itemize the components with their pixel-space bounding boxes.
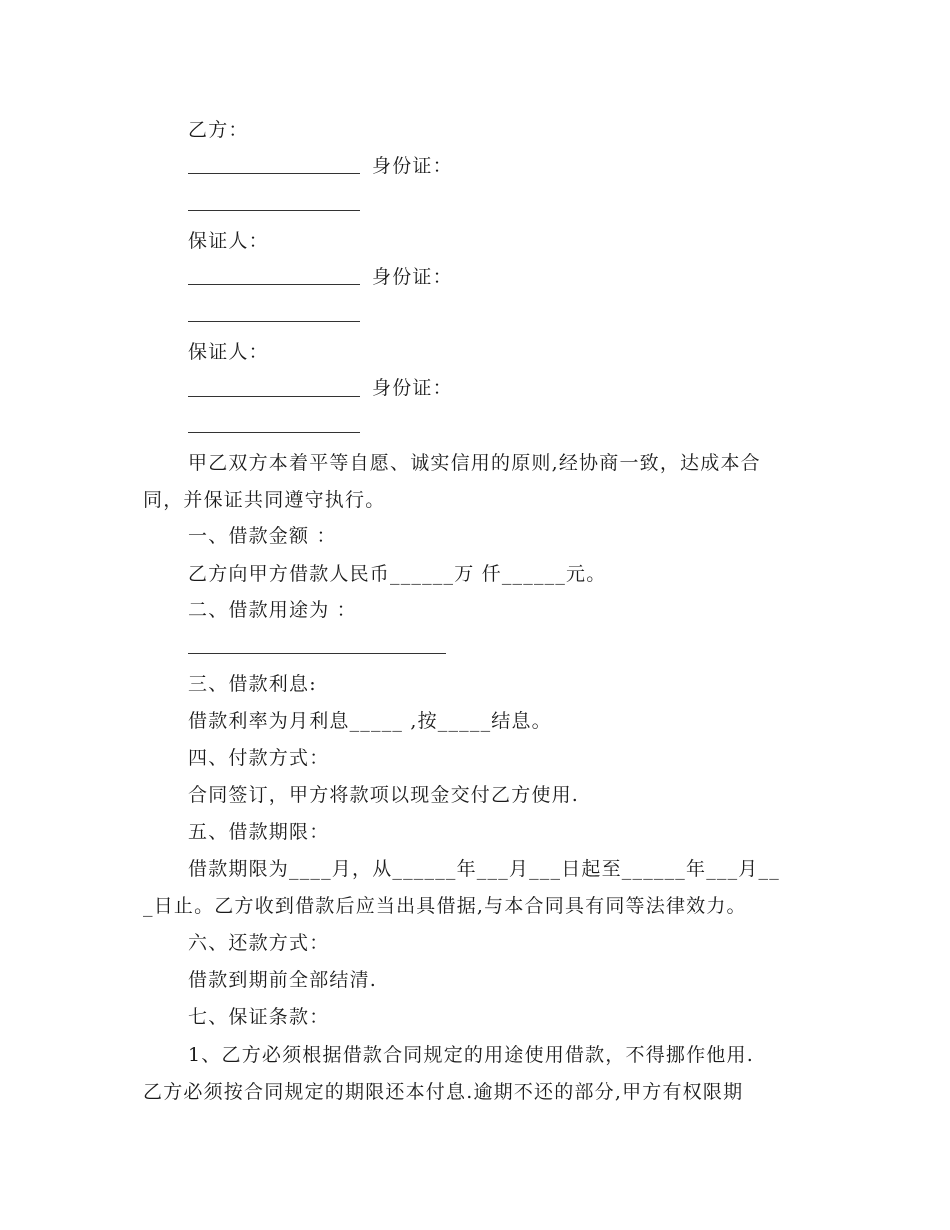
section-4-body: 合同签订，甲方将款项以现金交付乙方使用. [188,784,580,806]
guarantor-2-id-label: 身份证： [372,377,453,399]
guarantor-2-name-blank [188,396,360,397]
section-5-line-2: _日止。乙方收到借款后应当出具借据,与本合同具有同等法律效力。 [143,895,747,917]
party-b-label: 乙方： [188,119,249,141]
guarantor-1-name-blank [188,284,360,285]
intro-line-2: 同，并保证共同遵守执行。 [143,489,386,511]
section-5-heading: 五、借款期限： [188,821,330,843]
party-b-id-label: 身份证： [372,155,453,177]
guarantor-2-id-blank [188,432,360,433]
section-7-line-1: 1、乙方必须根据借款合同规定的用途使用借款，不得挪作他用. [188,1044,754,1066]
guarantor-1-id-blank [188,321,360,322]
section-6-body: 借款到期前全部结清. [188,969,378,991]
section-2-purpose-blank [188,653,446,654]
section-2-heading: 二、借款用途为 ： [188,599,357,621]
intro-line-1: 甲乙双方本着平等自愿、诚实信用的原则,经协商一致，达成本合 [188,452,761,474]
guarantor-2-label: 保证人： [188,341,269,363]
section-1-body: 乙方向甲方借款人民币______万 仟______元。 [188,563,607,585]
section-3-heading: 三、借款利息: [188,673,317,695]
guarantor-1-label: 保证人： [188,230,269,252]
guarantor-1-id-label: 身份证： [372,266,453,288]
section-4-heading: 四、付款方式： [188,747,330,769]
party-b-id-blank [188,210,360,211]
section-7-heading: 七、保证条款： [188,1006,330,1028]
section-3-body: 借款利率为月利息_____ ,按_____结息。 [188,710,552,732]
section-1-heading: 一、借款金额 ： [188,525,337,547]
section-7-line-2: 乙方必须按合同规定的期限还本付息.逾期不还的部分,甲方有权限期 [143,1081,744,1103]
party-b-name-blank [188,173,360,174]
section-6-heading: 六、还款方式： [188,932,330,954]
section-5-line-1: 借款期限为____月，从______年___月___日起至______年___月__ [188,858,780,880]
